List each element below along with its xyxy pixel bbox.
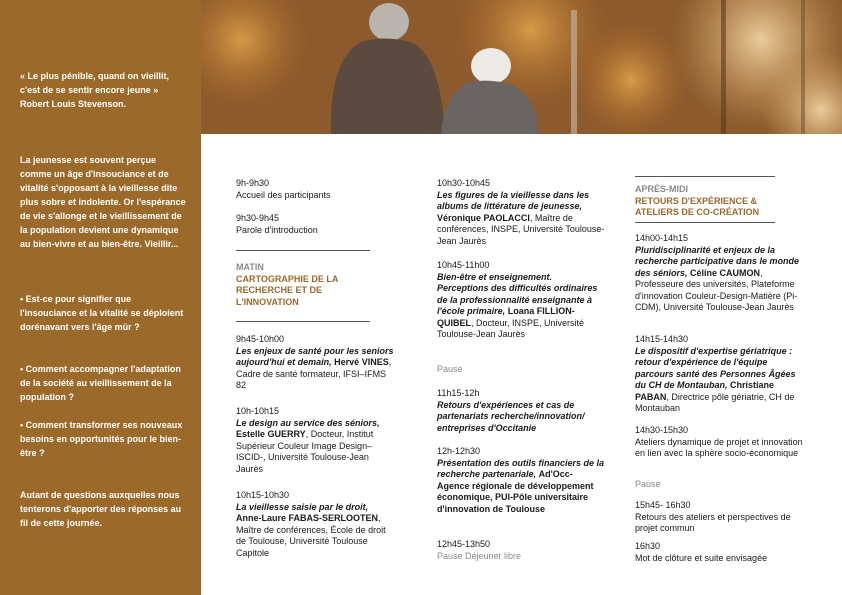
speaker-affiliation: , Professeure des universités, Plateforme d'innovation Couleur-Design-Matière (Pi-CDM), Université Toulouse-Jean Jaurès xyxy=(635,267,798,312)
schedule-item xyxy=(635,541,805,564)
speaker-name: Anne-Laure FABAS-SERLOOTEN xyxy=(236,513,379,523)
speaker-name: Ad'Occ-Agence régionale de développement économique, PUI-Pôle universitaire d'innovation de Toulouse xyxy=(437,469,594,514)
section-label: APRÈS-MIDI xyxy=(635,184,689,194)
schedule-item xyxy=(236,334,396,392)
time-slot: 9h-9h30 xyxy=(236,178,270,188)
pause-label: Pause xyxy=(635,479,661,489)
schedule-item xyxy=(236,178,396,201)
schedule-item xyxy=(437,539,605,562)
section-heading xyxy=(635,184,805,219)
item-description: Accueil des participants xyxy=(236,189,331,200)
closing-text: Autant de questions auxquelles nous tenterons d'apporter des réponses au fil de cette journée. xyxy=(20,490,182,528)
schedule-item xyxy=(437,446,605,515)
talk-title: Pluridisciplinarité et enjeux de la recherche participative dans le monde des séniors, xyxy=(635,244,800,278)
time-slot: 10h-10h15 xyxy=(236,406,280,416)
lunch-label: Pause Déjeuner libre xyxy=(437,550,522,561)
speaker-affiliation: , Docteur, Institut Supérieur Couleur Image Design–ISCID-, Université Toulouse-Jean Jaurès xyxy=(236,429,374,474)
time-slot: 10h30-10h45 xyxy=(437,178,491,188)
section-heading xyxy=(236,262,396,308)
time-slot: 14h30-15h30 xyxy=(635,425,689,435)
talk-title: Bien-être et enseignement. Perceptions des difficultés ordinaires de la professionnalité enseignante à l'école primaire, xyxy=(437,271,598,316)
time-slot: 10h45-11h00 xyxy=(437,260,490,270)
time-slot: 16h30 xyxy=(635,541,661,551)
item-description: Parole d'introduction xyxy=(236,224,318,235)
time-slot: 9h30-9h45 xyxy=(236,213,280,223)
schedule-item xyxy=(236,406,396,475)
schedule-item xyxy=(635,233,805,314)
time-slot: 15h45- 16h30 xyxy=(635,500,691,510)
schedule-item xyxy=(437,260,605,341)
talk-title: La vieillesse saisie par le droit, xyxy=(236,501,369,512)
speaker-name: Hervé VINES xyxy=(334,357,389,367)
talk-title: Retours d'expériences et cas de partenariats recherche/innovation/ entreprises d'Occitanie xyxy=(437,399,585,433)
time-slot: 11h15-12h xyxy=(437,388,480,398)
divider xyxy=(635,222,775,223)
header-photo xyxy=(201,0,842,134)
question-3: • Comment transformer ses nouveaux besoins en opportunités pour le bien-être ? xyxy=(20,420,183,458)
talk-title: Présentation des outils financiers de la recherche partenariale, xyxy=(437,457,605,479)
speaker-name: Estelle GUERRY xyxy=(236,429,306,439)
speaker-affiliation: , Docteur, INSPE, Université Toulouse-Jean Jaurès xyxy=(437,317,585,339)
divider xyxy=(236,321,370,322)
schedule-item xyxy=(635,425,805,460)
schedule-item xyxy=(635,334,805,415)
pause-label: Pause xyxy=(437,364,463,374)
schedule-item xyxy=(635,500,805,535)
speaker-affiliation: , Directrice pôle gériatrie, CH de Montauban xyxy=(635,391,795,413)
quote: « Le plus pénible, quand on vieillit, c'est de se sentir encore jeune » Robert Louis Stevenson. xyxy=(20,71,170,109)
talk-title: Le dispositif d'expertise gériatrique : retour d'expérience de l'équipe parcours santé des Personnes Âgées du CH de Montauban, xyxy=(635,345,796,390)
speaker-name: Christiane PABAN xyxy=(635,380,775,402)
time-slot: 12h-12h30 xyxy=(437,446,481,456)
time-slot: 14h00-14h15 xyxy=(635,233,689,243)
schedule-item xyxy=(437,388,605,434)
talk-title: Le design au service des séniors, xyxy=(236,417,380,428)
question-2: • Comment accompagner l'adaptation de la société au vieillissement de la population ? xyxy=(20,364,181,402)
time-slot: 14h15-14h30 xyxy=(635,334,689,344)
speaker-affiliation: , Cadre de santé formateur, IFSI–IFMS 82 xyxy=(236,357,392,390)
time-slot: 10h15-10h30 xyxy=(236,490,290,500)
schedule-item xyxy=(236,490,396,559)
divider xyxy=(635,176,775,177)
time-slot: 9h45-10h00 xyxy=(236,334,285,344)
speaker-name: Céline CAUMON xyxy=(690,267,761,278)
talk-title: Les enjeux de santé pour les seniors aujourd'hui et demain, xyxy=(236,345,394,367)
talk-title: Les figures de la vieillesse dans les albums de littérature de jeunesse, xyxy=(437,189,590,211)
speaker-name: Loana FILLION-QUIBEL xyxy=(437,306,575,328)
speaker-name: Véronique PAOLACCI xyxy=(437,212,530,223)
sidebar xyxy=(0,0,201,595)
intro-text: La jeunesse est souvent perçue comme un âge d'insouciance et de vitalité s'opposant à la vieillesse dite plus sobre et indolente. Or l'espérance de vie s'allonge et le vieillissement de la population devient une dynamique au bien-vivre et au bien-être. Vieillir... xyxy=(20,155,186,249)
schedule-item xyxy=(437,178,605,247)
divider xyxy=(236,250,370,251)
item-description: Ateliers dynamique de projet et innovation en lien avec la sphère socio-économique xyxy=(635,436,803,458)
quote-author: Robert Louis Stevenson. xyxy=(20,99,127,109)
item-description: Mot de clôture et suite envisagée xyxy=(635,552,768,563)
time-slot: 12h45-13h50 xyxy=(437,539,491,549)
schedule-item xyxy=(236,213,396,236)
question-1: • Est-ce pour signifier que l'insouciance et la vitalité se déploient dorénavant vers l'âge mûr ? xyxy=(20,294,184,332)
speaker-affiliation: , Maître de conférences, INSPE, Université Toulouse-Jean Jaurès xyxy=(437,212,605,246)
section-title: CARTOGRAPHIE DE LA RECHERCHE ET DE L'INNOVATION xyxy=(236,273,339,307)
item-description: Retours des ateliers et perspectives de projet commun xyxy=(635,511,791,533)
speaker-affiliation: , Maître de conférences, École de droit de Toulouse, Université Toulouse Capitole xyxy=(236,513,386,558)
section-title: RETOURS D'EXPÉRIENCE & ATELIERS DE CO-CRÉATION xyxy=(635,195,760,217)
section-label: MATIN xyxy=(236,262,264,272)
elderly-couple-illustration xyxy=(201,0,842,134)
